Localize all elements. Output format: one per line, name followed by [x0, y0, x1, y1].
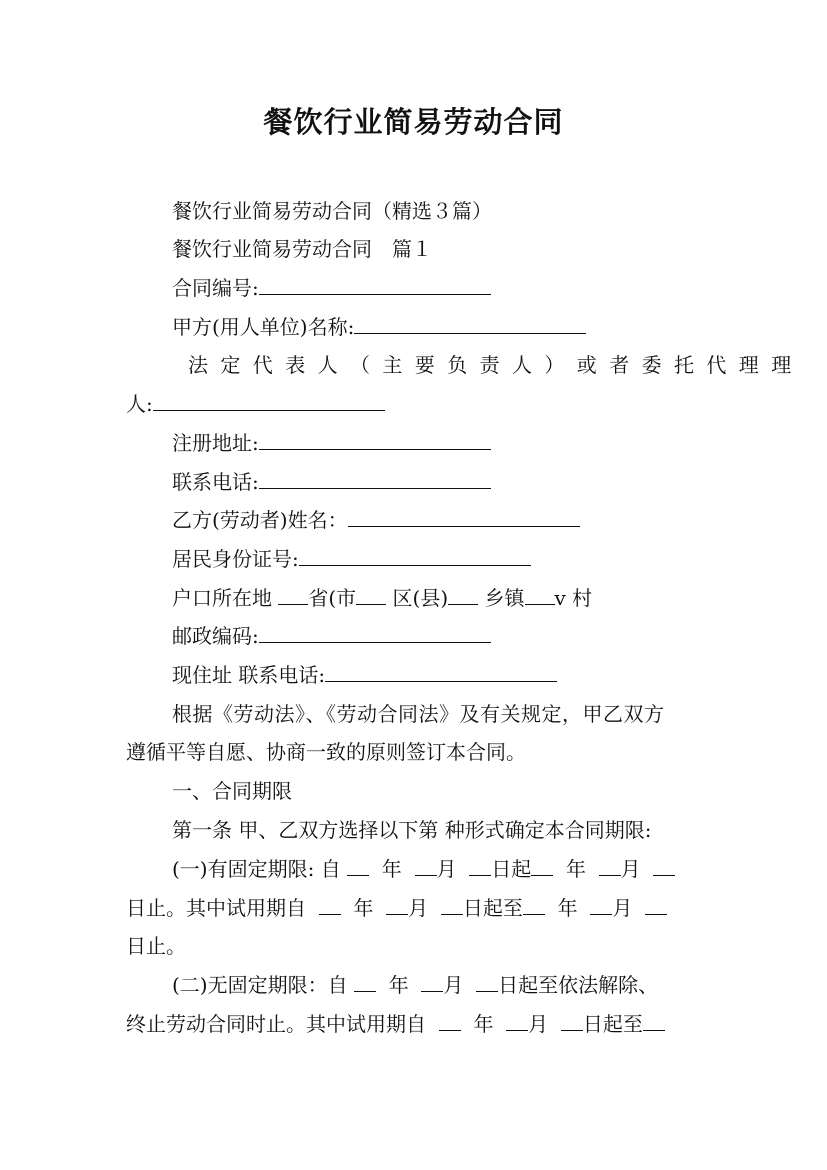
probation-day-end-blank	[645, 893, 667, 915]
terminate-year-blank	[439, 1009, 461, 1031]
basis-paragraph-1: 根据《劳动法》、《劳动合同法》及有关规定，甲乙双方	[172, 702, 665, 726]
reg-address-label: 注册地址:	[172, 431, 259, 455]
legal-rep-label-2: 人:	[126, 392, 153, 416]
city-blank	[356, 583, 386, 605]
month-end-blank	[599, 854, 621, 876]
nofixed-tail-label: 日起至依法解除、	[498, 973, 659, 997]
terminate-from-to-label: 日起至	[582, 1012, 643, 1036]
party-b-blank	[348, 505, 580, 527]
phone-row	[126, 463, 716, 501]
probation-label: 其中试用期自	[186, 896, 306, 920]
legal-rep-row	[126, 346, 804, 384]
probation-month-blank	[386, 893, 408, 915]
nofixed-term-label: (二)无固定期限：自	[172, 973, 348, 997]
party-a-label: 甲方(用人单位)名称:	[172, 315, 355, 339]
legal-rep-label: 法定代表人（主要负责人）或者委托代理	[188, 353, 772, 377]
year-end-blank	[531, 854, 553, 876]
contract-number-label: 合同编号:	[172, 276, 259, 300]
nofixed-year-blank	[354, 970, 376, 992]
terminate-month-blank	[506, 1009, 528, 1031]
day-end-blank	[653, 854, 675, 876]
terminate-end-blank	[643, 1009, 665, 1031]
year-end-label: 年	[565, 857, 586, 881]
month-label: 月	[436, 857, 457, 881]
fixed-term-label: (一)有固定期限: 自	[172, 857, 341, 881]
hukou-label: 户口所在地	[172, 586, 279, 610]
probation-year-label: 年	[353, 896, 374, 920]
probation-day-blank	[441, 893, 463, 915]
probation-end-label: 日止。	[126, 934, 186, 958]
probation-year-blank	[319, 893, 341, 915]
probation-month-end-blank	[590, 893, 612, 915]
nofixed-month-label: 月	[443, 973, 464, 997]
probation-month-end-label: 月	[612, 896, 633, 920]
phone-blank	[259, 467, 491, 489]
terminate-row	[126, 1005, 716, 1043]
party-b-label: 乙方(劳动者)姓名：	[172, 508, 348, 532]
legal-rep-label-end: 理	[771, 353, 804, 377]
contract-number-row	[126, 269, 716, 307]
year-label: 年	[381, 857, 402, 881]
basis-paragraph-2: 遵循平等自愿、协商一致的原则签订本合同。	[126, 740, 526, 764]
province-blank	[278, 583, 308, 605]
terminate-year-label: 年	[473, 1012, 494, 1036]
contract-number-blank	[259, 273, 491, 295]
id-number-blank	[299, 544, 531, 566]
chapter-heading: 一、合同期限	[172, 779, 292, 803]
party-a-blank	[354, 312, 586, 334]
probation-end-row	[126, 927, 716, 965]
reg-address-row	[126, 424, 716, 462]
village-label: v 村	[554, 586, 593, 610]
probation-month-label: 月	[408, 896, 429, 920]
current-address-label: 现住址 联系电话:	[172, 663, 326, 687]
legal-rep-blank	[153, 389, 385, 411]
postal-blank	[259, 621, 491, 643]
nofixed-month-blank	[421, 970, 443, 992]
nofixed-day-blank	[476, 970, 498, 992]
id-number-label: 居民身份证号:	[172, 547, 299, 571]
document-subtitle: 餐饮行业简易劳动合同（精选３篇）	[172, 199, 492, 223]
postal-row	[126, 617, 716, 655]
district-label: 区(县)	[386, 586, 449, 610]
party-a-row	[126, 308, 716, 346]
terminate-label: 终止劳动合同时止。其中试用期自	[126, 1012, 426, 1036]
phone-label: 联系电话:	[172, 470, 259, 494]
fixed-term-row	[126, 850, 716, 888]
legal-rep-row-2	[126, 385, 716, 423]
article-1: 第一条 甲、乙双方选择以下第 种形式确定本合同期限:	[172, 818, 652, 842]
party-b-row	[126, 501, 716, 539]
current-address-blank	[325, 660, 557, 682]
day-from-label: 日起	[491, 857, 532, 881]
id-number-row	[126, 540, 716, 578]
month-end-label: 月	[620, 857, 641, 881]
reg-address-blank	[259, 428, 491, 450]
hukou-row	[126, 579, 716, 617]
township-blank	[525, 583, 555, 605]
month-blank	[415, 854, 437, 876]
nofixed-year-label: 年	[388, 973, 409, 997]
document-title: 餐饮行业简易劳动合同	[263, 105, 564, 139]
district-blank	[448, 583, 478, 605]
postal-label: 邮政编码:	[172, 624, 259, 648]
probation-row	[126, 889, 716, 927]
section-heading: 餐饮行业简易劳动合同 篇１	[172, 237, 432, 261]
day-to-label: 日止。	[126, 896, 186, 920]
year-blank	[347, 854, 369, 876]
probation-from-to-label: 日起至	[462, 896, 523, 920]
township-label: 乡镇	[478, 586, 525, 610]
day-blank	[469, 854, 491, 876]
terminate-month-label: 月	[528, 1012, 549, 1036]
probation-year-end-blank	[523, 893, 545, 915]
terminate-day-blank	[561, 1009, 583, 1031]
province-label: 省(市	[308, 586, 357, 610]
current-address-row	[126, 656, 716, 694]
probation-year-end-label: 年	[557, 896, 578, 920]
nofixed-term-row	[126, 966, 716, 1004]
